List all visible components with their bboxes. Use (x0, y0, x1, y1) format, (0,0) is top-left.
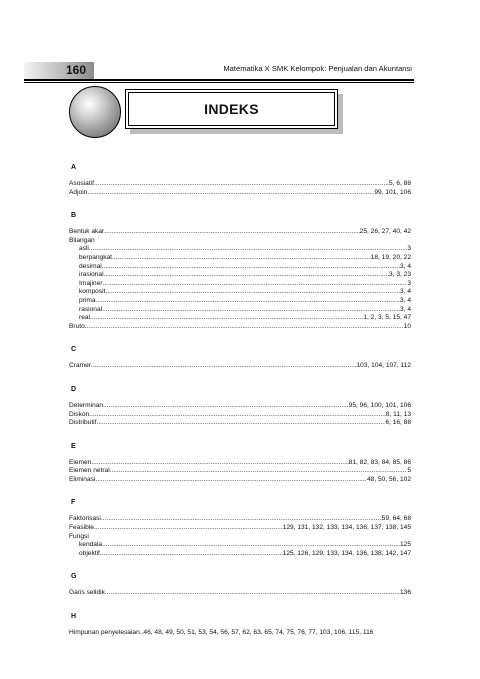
index-entry (69, 323, 411, 332)
entry-term: irasional (79, 271, 104, 279)
entry-pages: 125 (399, 541, 411, 549)
index-subentry (69, 271, 411, 280)
entry-pages: 46, 48, 49, 50, 51, 53, 54, 56, 57, 62, 63, 65, 74, 75, 76, 77, 103, 106, 115, 116 (143, 629, 374, 637)
index-list (69, 163, 411, 652)
entry-term: Bruto (69, 322, 85, 330)
entry-pages: 3, 4 (400, 296, 411, 304)
dot-leader (100, 550, 283, 559)
index-subentry (69, 314, 411, 323)
dot-leader (112, 254, 371, 263)
index-entry (69, 515, 411, 524)
entry-term: asli (79, 245, 89, 253)
index-section-h (69, 612, 411, 638)
entry-term: komposit (79, 288, 106, 296)
index-section-e (69, 442, 411, 485)
dot-leader (90, 314, 363, 323)
dot-leader (102, 541, 400, 550)
decorative-sphere (69, 86, 121, 138)
index-entry (69, 362, 411, 371)
dot-leader (89, 245, 407, 254)
entry-pages: 5 (407, 467, 411, 475)
entry-pages: 8, 11, 13 (385, 410, 411, 418)
index-section-c (69, 345, 411, 371)
index-subentry (69, 280, 411, 289)
dot-leader (105, 589, 400, 598)
index-entry (69, 411, 411, 420)
entry-term: Bilangan (69, 236, 95, 244)
section-letter: C (71, 346, 77, 354)
index-section-f (69, 498, 411, 558)
entry-pages: 6, 16, 88 (385, 419, 411, 427)
dot-leader (95, 476, 367, 485)
index-entry (69, 589, 411, 598)
index-section-g (69, 572, 411, 598)
entry-pages: 3, 3, 23 (389, 271, 411, 279)
dot-leader (102, 280, 407, 289)
entry-pages: 136 (399, 589, 411, 597)
dot-leader (102, 263, 400, 272)
entry-term: Imajiner (79, 279, 103, 287)
entry-pages: 99, 101, 106 (374, 188, 411, 196)
index-entry (69, 533, 411, 542)
dot-leader (87, 189, 374, 198)
entry-pages: 81, 82, 83, 84, 85, 86 (348, 458, 411, 466)
entry-term: Asosiatif (69, 180, 94, 187)
entry-term: rasional (79, 305, 103, 313)
dot-leader (94, 180, 389, 189)
dot-leader (94, 524, 283, 533)
entry-term: Faktorisasi (69, 515, 101, 523)
dot-leader (96, 419, 385, 428)
title-box-inner (128, 92, 335, 126)
index-entry (69, 524, 411, 533)
entry-term: prima (79, 296, 96, 304)
index-subentry (69, 306, 411, 315)
index-entry (69, 180, 411, 189)
entry-pages: 3, 4 (400, 288, 411, 296)
index-entry (69, 467, 411, 476)
index-subentry (69, 245, 411, 254)
entry-term: Garis selidik (69, 589, 105, 597)
entry-pages: 48, 50, 56, 102 (367, 475, 411, 483)
entry-term: berpangkat (79, 253, 112, 261)
page-title: INDEKS (204, 101, 259, 117)
index-entry (69, 629, 411, 638)
index-entry (69, 402, 411, 411)
dot-leader (91, 459, 348, 468)
entry-term: Adjoin (69, 188, 88, 196)
entry-pages: 25, 26, 27, 40, 42 (359, 228, 411, 236)
index-subentry (69, 288, 411, 297)
entry-term: Determinan (69, 401, 104, 409)
dot-leader (104, 228, 359, 237)
index-section-a (69, 163, 411, 197)
dot-leader (102, 306, 400, 315)
entry-pages: 103, 104, 107, 112 (356, 362, 411, 370)
index-subentry (69, 263, 411, 272)
entry-term: Elemen netral (69, 467, 110, 475)
dot-leader (101, 515, 382, 524)
index-section-b (69, 211, 411, 331)
entry-term: kendala (79, 541, 103, 549)
section-letter: B (71, 212, 77, 220)
entry-term: objektif (79, 549, 100, 557)
section-letter: D (71, 385, 77, 393)
header-rule-thin (24, 82, 414, 83)
entry-pages: 10 (403, 322, 411, 330)
index-section-d (69, 385, 411, 428)
title-box (125, 89, 338, 129)
page-number: 160 (66, 63, 87, 77)
dot-leader (89, 411, 386, 420)
entry-term: Fungsi (69, 532, 89, 540)
entry-term: Diskon (69, 410, 90, 418)
entry-pages: 95, 96, 100, 101, 106 (348, 401, 411, 409)
section-letter: A (71, 164, 77, 171)
entry-pages: 1, 2, 3, 5, 15, 47 (363, 314, 411, 322)
index-entry (69, 189, 411, 198)
dot-leader (85, 323, 404, 332)
entry-pages: 129, 131, 132, 133, 134, 136, 137, 138, 145 (282, 524, 411, 532)
entry-term: Himpunan penyelesaian.. (69, 629, 144, 637)
entry-pages: 3, 4 (400, 262, 411, 270)
entry-term: Distributif (69, 419, 97, 427)
entry-pages: 3 (407, 279, 411, 287)
entry-term: Eliminasi (69, 475, 96, 483)
entry-pages: 125, 126, 129, 133, 134, 136, 138, 142, 147 (282, 549, 411, 557)
running-header-title: Matematika X SMK Kelompok: Penjualan dan Akuntansi (223, 64, 412, 73)
section-letter: G (71, 573, 77, 581)
index-entry (69, 237, 411, 246)
entry-pages: 5, 6, 88 (389, 180, 411, 187)
index-subentry (69, 297, 411, 306)
section-letter: H (71, 613, 77, 621)
entry-term: real (79, 314, 90, 322)
entry-term: desimal (79, 262, 102, 270)
section-letter: F (71, 499, 76, 507)
index-subentry (69, 541, 411, 550)
entry-pages: 59, 64, 68 (381, 515, 411, 523)
dot-leader (105, 288, 400, 297)
index-entry (69, 228, 411, 237)
dot-leader (103, 402, 349, 411)
dot-leader (110, 467, 408, 476)
dot-leader (104, 271, 389, 280)
index-subentry (69, 254, 411, 263)
entry-term: Elemen (69, 458, 92, 466)
header-rule (24, 79, 414, 81)
dot-leader (96, 297, 401, 306)
entry-term: Feasible (69, 524, 94, 532)
dot-leader (91, 362, 357, 371)
entry-term: Bentuk akar (69, 228, 105, 236)
entry-pages: 3 (407, 245, 411, 253)
entry-pages: 3, 4 (400, 305, 411, 313)
index-subentry (69, 550, 411, 559)
entry-pages: 18, 19, 20, 22 (370, 253, 411, 261)
entry-term: Cramer (69, 362, 91, 370)
section-letter: E (71, 442, 76, 450)
index-entry (69, 419, 411, 428)
index-entry (69, 476, 411, 485)
index-entry (69, 459, 411, 468)
